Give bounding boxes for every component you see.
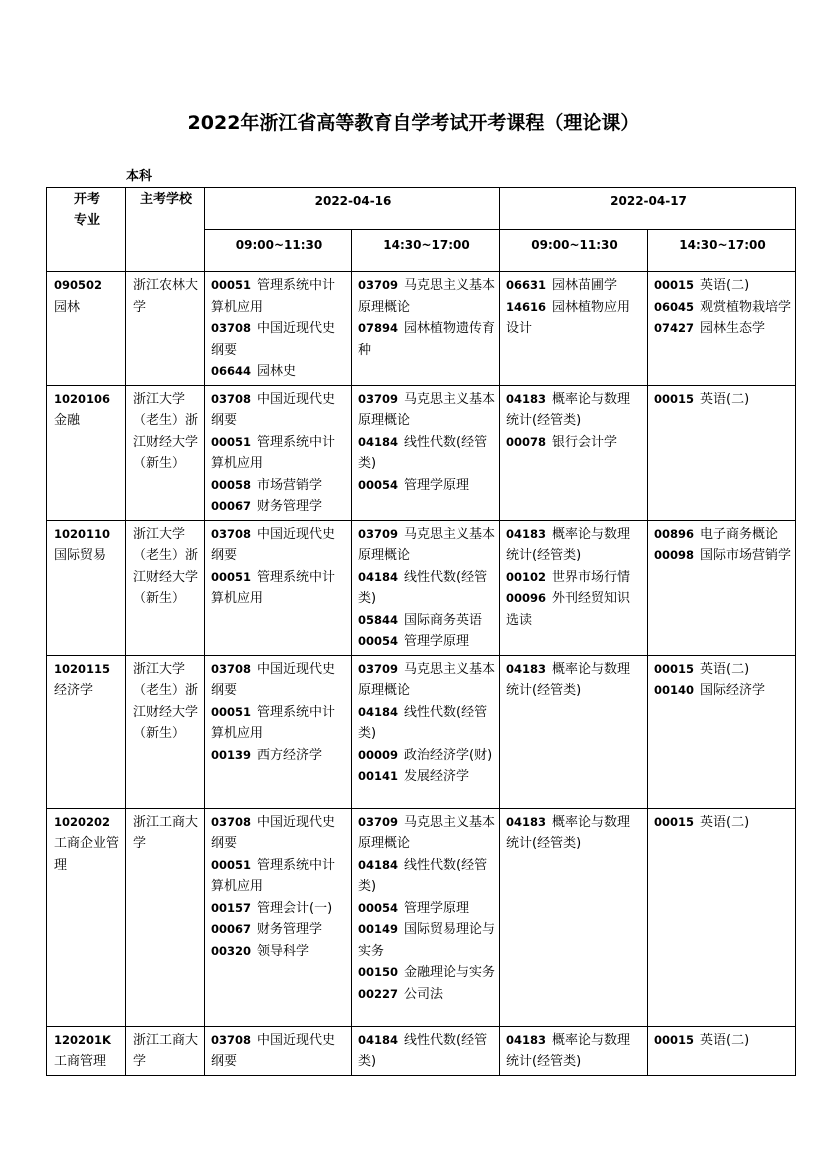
course-name: 金融理论与实务: [404, 965, 496, 980]
course-name: 园林植物应用设计: [506, 299, 631, 336]
course-item: [358, 659, 495, 702]
course-item: [211, 745, 347, 767]
course-code: 07894: [358, 321, 399, 335]
table-row: [47, 520, 796, 655]
course-name: 马克思主义基本原理概论: [358, 391, 496, 428]
course-name: 外刊经贸知识选读: [506, 591, 631, 628]
course-item: [211, 659, 347, 702]
course-name: 管理会计(一): [257, 900, 333, 916]
course-name: 管理系统中计算机应用: [211, 278, 336, 315]
table-row: [47, 385, 796, 520]
course-item: [358, 610, 495, 632]
course-name: 中国近现代史纲要: [211, 1032, 336, 1069]
course-name: 概率论与数理统计(经管类): [506, 661, 631, 698]
course-code: 00054: [358, 634, 399, 648]
course-item: [211, 702, 347, 745]
course-item: [358, 389, 495, 432]
school-cell: 浙江大学（老生）浙江财经大学（新生）: [126, 520, 205, 655]
course-name: 英语(二): [700, 814, 750, 830]
course-item: [211, 1030, 347, 1073]
course-name: 市场营销学: [257, 477, 323, 493]
course-code: 00320: [211, 943, 252, 958]
major-cell: [47, 385, 126, 520]
course-code: 03709: [358, 278, 399, 292]
course-code: 00015: [654, 814, 695, 829]
course-name: 国际贸易理论与实务: [358, 922, 496, 959]
course-name: 园林植物遗传育种: [358, 321, 496, 358]
exam-slot-d1-am: [205, 808, 352, 1026]
header-school: 主考学校: [126, 188, 205, 272]
course-code: 00096: [506, 591, 547, 605]
course-item: [358, 984, 495, 1006]
course-name: 概率论与数理统计(经管类): [506, 391, 631, 428]
course-name: 中国近现代史纲要: [211, 526, 336, 563]
course-item: [358, 275, 495, 318]
course-code: 00051: [211, 569, 252, 584]
document-title: 2022年浙江省高等教育自学考试开考课程（理论课）: [187, 112, 640, 134]
course-name: 线性代数(经管类): [358, 1032, 488, 1069]
course-code: 00054: [358, 477, 399, 492]
course-code: 00067: [211, 922, 252, 936]
major-cell: [47, 272, 126, 386]
exam-slot-d2-am: [500, 385, 648, 520]
course-code: 05844: [358, 612, 399, 627]
course-item: [211, 919, 347, 941]
course-name: 中国近现代史纲要: [211, 321, 336, 358]
header-major-line1: 开考: [73, 192, 100, 207]
exam-slot-d2-am: [500, 272, 648, 386]
major-cell: [47, 1026, 126, 1075]
exam-slot-d2-am: [500, 808, 648, 1026]
course-item: [211, 361, 347, 383]
course-item: [358, 962, 495, 984]
course-item: [654, 680, 791, 702]
course-item: [506, 1030, 643, 1073]
course-item: [211, 898, 347, 920]
school-cell: 浙江农林大学: [126, 272, 205, 386]
exam-slot-d1-am: [205, 272, 352, 386]
course-code: 00051: [211, 704, 252, 719]
exam-slot-d1-am: [205, 1026, 352, 1075]
course-item: [211, 475, 347, 497]
course-item: [358, 524, 495, 567]
table-row: [47, 272, 796, 386]
exam-slot-d1-pm: [352, 655, 500, 808]
exam-slot-d2-pm: [648, 272, 796, 386]
course-code: 00227: [358, 986, 399, 1001]
course-name: 财务管理学: [257, 922, 323, 937]
course-item: [506, 659, 643, 702]
course-name: 管理学原理: [404, 900, 470, 916]
course-item: [358, 318, 495, 361]
exam-slot-d2-pm: [648, 520, 796, 655]
course-code: 04183: [506, 391, 547, 406]
course-name: 马克思主义基本原理概论: [358, 278, 496, 315]
major-code: 1020202: [54, 814, 111, 829]
course-item: [211, 855, 347, 898]
course-code: 04183: [506, 526, 547, 541]
course-item: [358, 898, 495, 920]
course-item: [358, 702, 495, 745]
course-item: [654, 812, 791, 834]
course-code: 00009: [358, 747, 399, 762]
course-code: 00141: [358, 769, 399, 783]
course-code: 00149: [358, 922, 399, 936]
major-name: 国际贸易: [54, 548, 107, 563]
course-code: 04184: [358, 857, 399, 872]
header-major: [47, 188, 126, 272]
course-code: 03708: [211, 391, 252, 406]
course-item: [358, 475, 495, 497]
course-item: [654, 389, 791, 411]
course-name: 马克思主义基本原理概论: [358, 526, 496, 563]
course-code: 07427: [654, 321, 695, 335]
course-name: 观赏植物栽培学: [700, 299, 792, 315]
course-name: 园林史: [257, 364, 297, 379]
course-item: [358, 855, 495, 898]
major-cell: [47, 520, 126, 655]
major-name: 经济学: [54, 683, 94, 698]
course-item: [211, 941, 347, 963]
exam-schedule-table: [46, 187, 796, 1076]
course-name: 世界市场行情: [552, 569, 631, 585]
course-code: 00139: [211, 747, 252, 762]
course-item: [506, 524, 643, 567]
course-name: 中国近现代史纲要: [211, 814, 336, 851]
header-time-d1-am: 09:00~11:30: [205, 230, 352, 272]
exam-slot-d1-am: [205, 655, 352, 808]
course-name: 西方经济学: [257, 747, 323, 763]
school-cell: 浙江大学（老生）浙江财经大学（新生）: [126, 385, 205, 520]
exam-slot-d1-pm: [352, 272, 500, 386]
school-cell: 浙江大学（老生）浙江财经大学（新生）: [126, 655, 205, 808]
exam-slot-d2-pm: [648, 655, 796, 808]
course-code: 04184: [358, 704, 399, 719]
major-code: 1020110: [54, 526, 111, 541]
course-item: [358, 1030, 495, 1073]
course-item: [211, 318, 347, 361]
course-name: 领导科学: [257, 943, 310, 959]
exam-slot-d2-pm: [648, 808, 796, 1026]
course-code: 03708: [211, 1032, 252, 1047]
course-name: 英语(二): [700, 278, 750, 293]
exam-slot-d2-pm: [648, 1026, 796, 1075]
course-item: [506, 389, 643, 432]
course-code: 00067: [211, 499, 252, 513]
exam-slot-d2-am: [500, 1026, 648, 1075]
course-item: [654, 524, 791, 546]
course-name: 公司法: [404, 986, 444, 1002]
course-item: [506, 432, 643, 454]
major-name: 工商企业管理: [54, 836, 120, 873]
exam-slot-d2-am: [500, 520, 648, 655]
major-name: 金融: [54, 413, 81, 428]
course-item: [211, 389, 347, 432]
course-code: 00078: [506, 434, 547, 449]
course-name: 财务管理学: [257, 499, 323, 514]
course-name: 园林苗圃学: [552, 278, 618, 293]
header-date-1: 2022-04-16: [205, 188, 500, 230]
course-name: 线性代数(经管类): [358, 434, 488, 471]
course-code: 00054: [358, 900, 399, 915]
course-code: 03708: [211, 814, 252, 829]
header-major-line2: 专业: [73, 213, 100, 228]
course-code: 00896: [654, 526, 695, 541]
course-code: 00051: [211, 434, 252, 449]
course-code: 03709: [358, 391, 399, 406]
course-name: 马克思主义基本原理概论: [358, 661, 496, 698]
course-item: [358, 766, 495, 788]
course-code: 04184: [358, 569, 399, 584]
exam-slot-d2-am: [500, 655, 648, 808]
major-name: 工商管理: [54, 1054, 107, 1069]
course-item: [358, 812, 495, 855]
course-item: [358, 745, 495, 767]
course-code: 04183: [506, 1032, 547, 1047]
course-code: 04183: [506, 814, 547, 829]
course-code: 04183: [506, 661, 547, 676]
course-code: 03709: [358, 814, 399, 829]
course-code: 06644: [211, 364, 252, 378]
course-name: 发展经济学: [404, 769, 470, 784]
exam-slot-d1-am: [205, 385, 352, 520]
course-name: 国际经济学: [700, 683, 766, 698]
table-body: [47, 272, 796, 1076]
course-item: [654, 659, 791, 681]
course-name: 线性代数(经管类): [358, 704, 488, 741]
course-item: [211, 812, 347, 855]
course-item: [654, 545, 791, 567]
course-name: 国际商务英语: [404, 612, 483, 628]
level-label: 本科: [126, 169, 153, 184]
course-code: 00157: [211, 900, 252, 915]
course-name: 管理系统中计算机应用: [211, 569, 336, 606]
major-code: 1020115: [54, 661, 111, 676]
exam-slot-d2-pm: [648, 385, 796, 520]
major-code: 120201K: [54, 1032, 111, 1047]
course-name: 管理系统中计算机应用: [211, 857, 336, 894]
course-code: 00051: [211, 278, 252, 292]
course-name: 中国近现代史纲要: [211, 391, 336, 428]
course-name: 英语(二): [700, 661, 750, 677]
course-code: 00015: [654, 391, 695, 406]
course-name: 园林生态学: [700, 321, 766, 336]
course-item: [654, 1030, 791, 1052]
course-code: 03708: [211, 321, 252, 335]
school-cell: 浙江工商大学: [126, 808, 205, 1026]
exam-slot-d1-pm: [352, 808, 500, 1026]
course-item: [211, 567, 347, 610]
course-name: 线性代数(经管类): [358, 569, 488, 606]
major-code: 1020106: [54, 391, 111, 406]
course-code: 06045: [654, 299, 695, 314]
course-name: 政治经济学(财): [404, 747, 493, 763]
course-name: 管理学原理: [404, 477, 470, 493]
course-code: 00015: [654, 1032, 695, 1047]
course-item: [211, 524, 347, 567]
major-cell: [47, 808, 126, 1026]
course-name: 概率论与数理统计(经管类): [506, 1032, 631, 1069]
course-code: 06631: [506, 278, 547, 292]
course-item: [654, 318, 791, 340]
course-code: 00150: [358, 965, 399, 979]
course-code: 04184: [358, 434, 399, 449]
course-item: [506, 297, 643, 340]
table-row: [47, 655, 796, 808]
course-item: [506, 588, 643, 631]
course-name: 马克思主义基本原理概论: [358, 814, 496, 851]
course-code: 14616: [506, 299, 547, 314]
course-item: [211, 432, 347, 475]
course-name: 概率论与数理统计(经管类): [506, 814, 631, 851]
table-row: [47, 808, 796, 1026]
course-code: 00051: [211, 857, 252, 872]
header-row-dates: [47, 188, 796, 230]
exam-slot-d1-pm: [352, 385, 500, 520]
course-code: 00058: [211, 477, 252, 492]
course-item: [358, 919, 495, 962]
course-code: 00015: [654, 661, 695, 676]
exam-slot-d1-pm: [352, 1026, 500, 1075]
header-date-2: 2022-04-17: [500, 188, 796, 230]
course-item: [358, 631, 495, 653]
exam-slot-d1-pm: [352, 520, 500, 655]
course-item: [506, 567, 643, 589]
course-item: [654, 297, 791, 319]
course-name: 概率论与数理统计(经管类): [506, 526, 631, 563]
course-item: [211, 496, 347, 518]
course-name: 线性代数(经管类): [358, 857, 488, 894]
major-code: 090502: [54, 278, 103, 292]
course-name: 中国近现代史纲要: [211, 661, 336, 698]
course-code: 00140: [654, 683, 695, 697]
course-code: 03709: [358, 661, 399, 676]
major-name: 园林: [54, 299, 81, 315]
course-name: 管理学原理: [404, 634, 470, 649]
course-item: [358, 432, 495, 475]
major-cell: [47, 655, 126, 808]
header-time-d1-pm: 14:30~17:00: [352, 230, 500, 272]
course-item: [654, 275, 791, 297]
course-name: 管理系统中计算机应用: [211, 434, 336, 471]
course-item: [211, 275, 347, 318]
exam-slot-d1-am: [205, 520, 352, 655]
course-item: [506, 275, 643, 297]
course-code: 03708: [211, 661, 252, 676]
course-code: 00015: [654, 278, 695, 292]
table-row: [47, 1026, 796, 1075]
course-name: 电子商务概论: [700, 526, 779, 542]
school-cell: 浙江工商大学: [126, 1026, 205, 1075]
course-name: 英语(二): [700, 391, 750, 407]
course-code: 03708: [211, 526, 252, 541]
course-name: 银行会计学: [552, 434, 618, 450]
course-code: 00098: [654, 548, 695, 562]
header-time-d2-pm: 14:30~17:00: [648, 230, 796, 272]
course-code: 00102: [506, 569, 547, 584]
header-time-d2-am: 09:00~11:30: [500, 230, 648, 272]
course-item: [358, 567, 495, 610]
course-name: 英语(二): [700, 1032, 750, 1048]
course-name: 管理系统中计算机应用: [211, 704, 336, 741]
course-name: 国际市场营销学: [700, 548, 792, 563]
course-code: 04184: [358, 1032, 399, 1047]
course-item: [506, 812, 643, 855]
course-code: 03709: [358, 526, 399, 541]
